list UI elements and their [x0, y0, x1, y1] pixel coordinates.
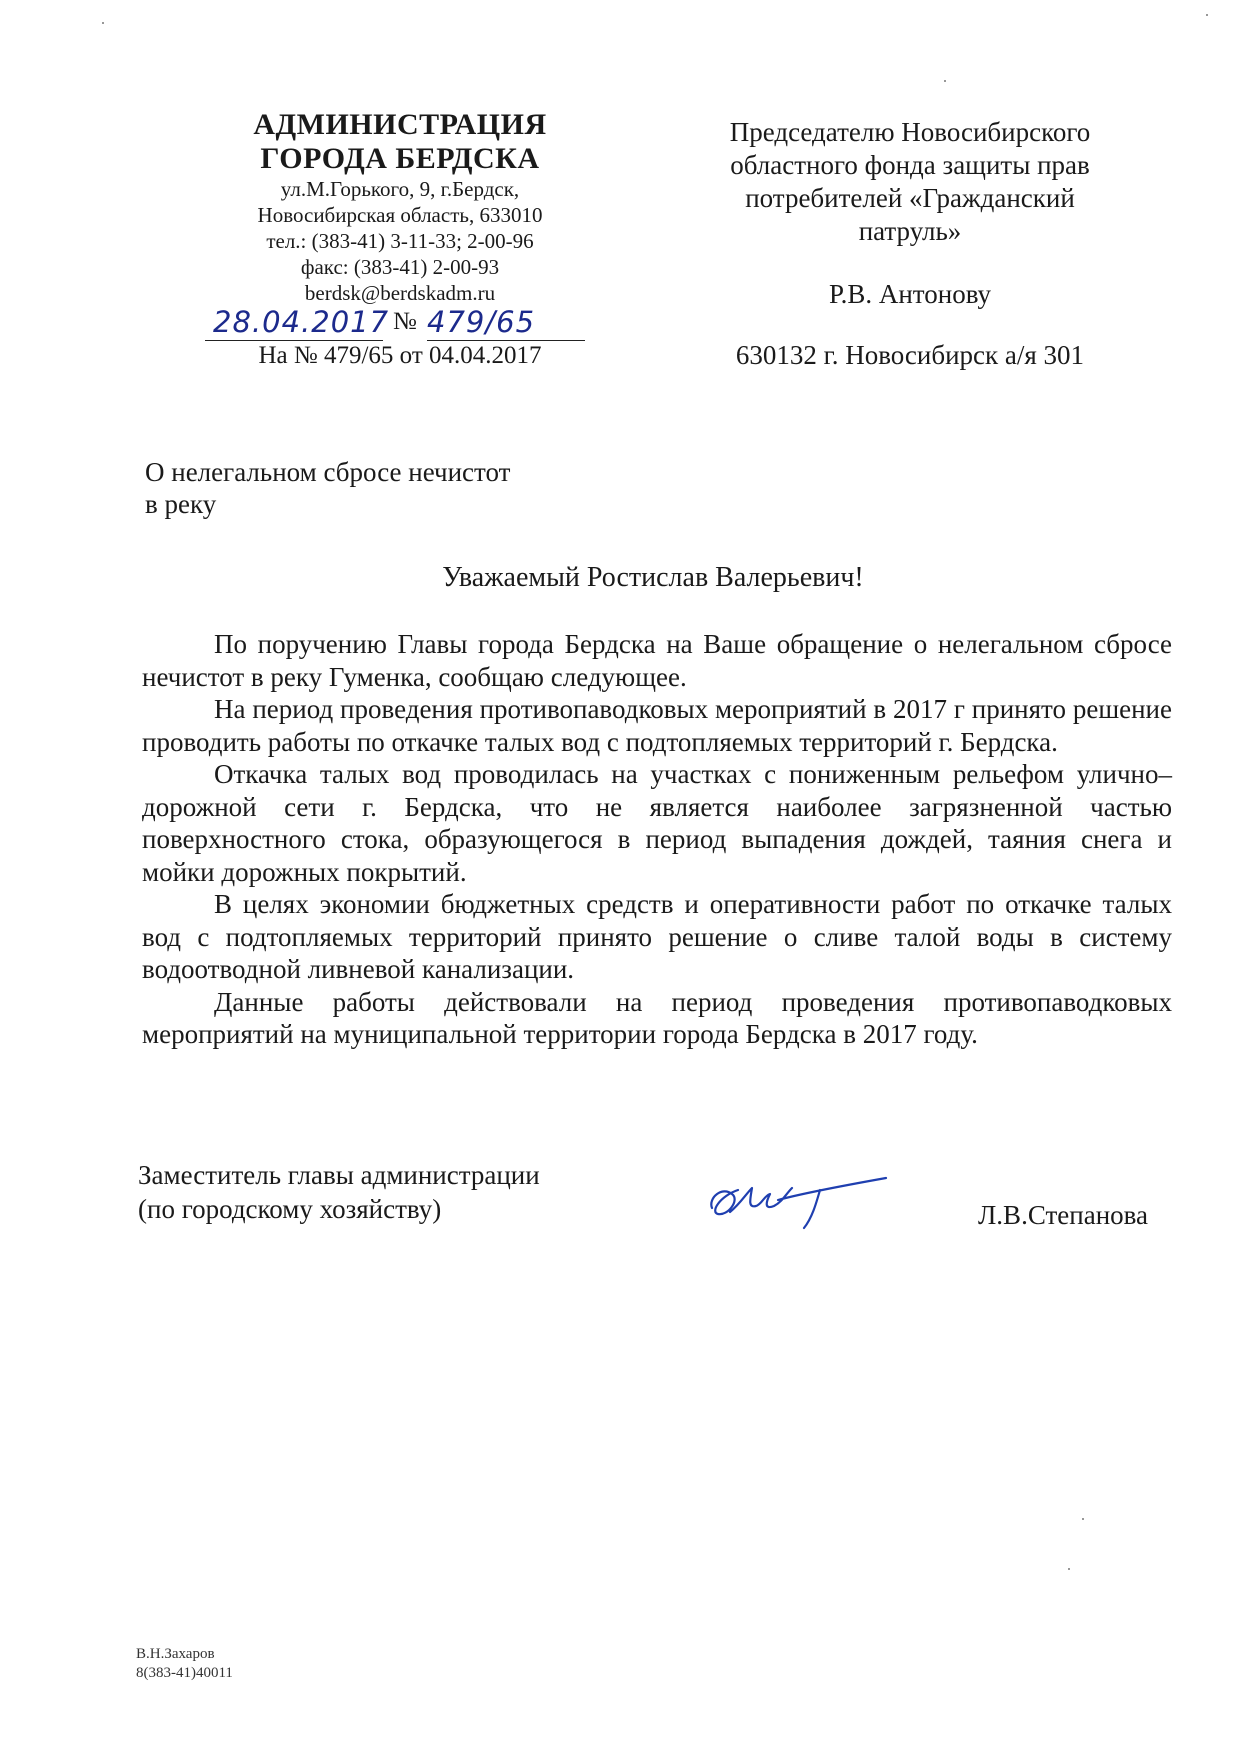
scan-speck [102, 22, 104, 24]
signatory-title [138, 1158, 638, 1226]
sender-email: berdsk@berdskadm.ru [304, 281, 496, 305]
recipient-line1: Председателю Новосибирского [729, 117, 1091, 147]
paragraph: На период проведения противопаводковых мероприятий в 2017 г принято решение проводить работы по откачке талых вод с подтопляемых территорий г. Бердска. [142, 694, 1172, 757]
scan-speck [1082, 1518, 1084, 1520]
handwritten-signature [700, 1160, 900, 1230]
letter-body [142, 628, 1172, 1051]
scan-speck [1206, 14, 1208, 16]
sender-address-line2: Новосибирская область, 633010 [257, 203, 543, 227]
registration-number: 479/65 [427, 305, 536, 339]
paragraph: По поручению Главы города Бердска на Ваше обращение о нелегальном сбросе нечистот в реку Гуменка, сообщаю следующее. [142, 629, 1172, 692]
paragraph: В целях экономии бюджетных средств и оперативности работ по откачке талых вод с подтопляемых территорий принято решение о сливе талой воды в систему водоотводной ливневой канализации. [142, 889, 1172, 984]
sender-address-line1: ул.М.Горького, 9, г.Бердск, [280, 177, 520, 201]
sender-block [200, 108, 600, 306]
executor-footer [136, 1645, 233, 1683]
signatory-title-line2: (по городскому хозяйству) [138, 1194, 442, 1224]
recipient-postal: 630132 г. Новосибирск а/я 301 [735, 340, 1085, 370]
paragraph: Откачка талых вод проводилась на участках с пониженным рельефом улично–дорожной сети г. Бердска, что не является наиболее загрязненной частью поверхностного стока, образующегося в период выпадения дождей, таяния снега и мойки дорожных покрытий. [142, 759, 1172, 887]
signatory-name: Л.В.Степанова [978, 1200, 1149, 1230]
sender-org-line1: АДМИНИСТРАЦИЯ [253, 108, 547, 141]
sender-org-line2: ГОРОДА БЕРДСКА [260, 142, 540, 175]
subject-line1: О нелегальном сбросе нечистот [145, 457, 511, 487]
recipient-line4: патруль» [858, 216, 962, 246]
reference-line: На № 479/65 от 04.04.2017 [258, 342, 542, 369]
registration-row [205, 305, 595, 341]
recipient-line3: потребителей «Гражданский [745, 183, 1075, 213]
executor-name: В.Н.Захаров [136, 1646, 215, 1662]
scan-speck [1068, 1568, 1070, 1570]
recipient-line2: областного фонда защиты прав [730, 150, 1090, 180]
date-underline [205, 340, 383, 341]
registration-date: 28.04.2017 [213, 305, 390, 339]
executor-phone: 8(383-41)40011 [136, 1665, 233, 1681]
sender-phone: тел.: (383-41) 3-11-33; 2-00-96 [266, 229, 534, 253]
number-sign: № [393, 308, 417, 335]
paragraph: Данные работы действовали на период проведения противопаводковых мероприятий на муниципальной территории города Бердска в 2017 году. [142, 986, 1172, 1049]
signatory-title-line1: Заместитель главы администрации [138, 1160, 540, 1190]
recipient-name: Р.В. Антонову [828, 279, 992, 309]
number-underline [427, 340, 585, 341]
subject-line2: в реку [145, 489, 217, 519]
sender-fax: факс: (383-41) 2-00-93 [300, 255, 500, 279]
recipient-block [690, 116, 1130, 372]
subject [145, 456, 565, 520]
salutation: Уважаемый Ростислав Валерьевич! [442, 562, 864, 593]
scan-speck [944, 80, 946, 82]
